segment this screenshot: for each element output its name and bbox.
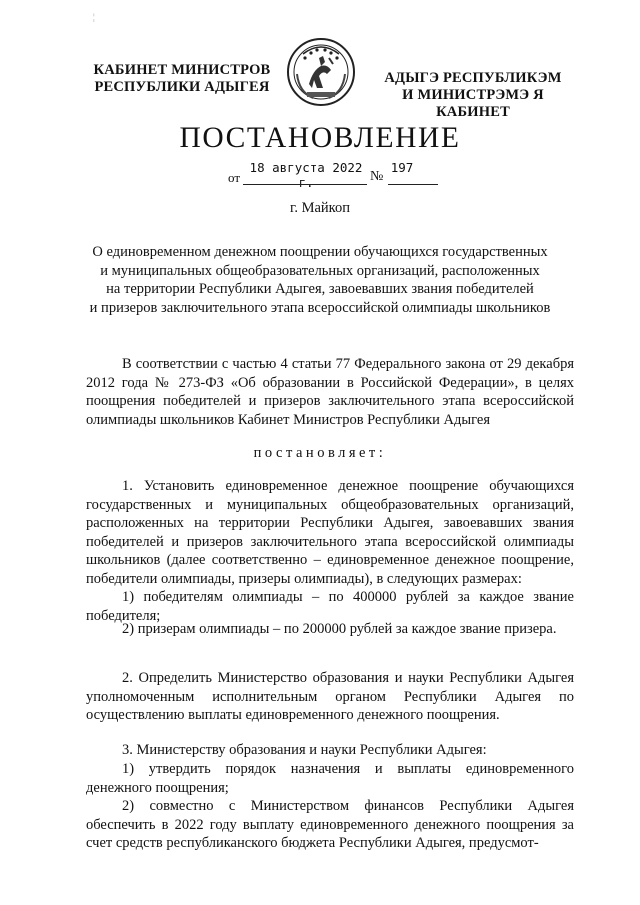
number-underline [388, 184, 438, 185]
subject-line: О единовременном денежном поощрении обучающихся государственных [92, 244, 548, 260]
document-subject [60, 243, 580, 317]
subject-line: на территории Республики Адыгея, завоевавших звания победителей [106, 281, 534, 297]
issuer-name-adyghe [368, 70, 578, 121]
decree-word: постановляет: [253, 445, 387, 461]
item-3-1-paragraph: 1) утвердить порядок назначения и выплаты единовременного денежного поощрения; [86, 761, 574, 796]
coat-of-arms-icon [283, 34, 359, 110]
item-2-paragraph: 2. Определить Министерство образования и науки Республики Адыгея уполномоченным исполнительным органом Республики Адыгея по осуществлению выплаты единовременного денежного поощрения. [86, 670, 574, 723]
item-1-paragraph: 1. Установить единовременное денежное поощрение обучающихся государственных и муниципальных общеобразовательных организаций, расположенных на территории Республики Адыгея, завоевавших звания победителей и призеров заключительного этапа всероссийской олимпиады школьников (далее соответственно – единовременное денежное поощрение, победители олимпиады, призеры олимпиады), в следующих размерах: [86, 478, 574, 587]
item-1-2-paragraph: 2) призерам олимпиады – по 200000 рублей за каждое звание призера. [122, 621, 557, 637]
item-3-2-paragraph: 2) совместно с Министерством финансов Республики Адыгея обеспечить в 2022 году выплату единовременного денежного поощрения за счет средств республиканского бюджета Республики Адыгея, предусмот- [86, 798, 574, 851]
issuer-name-russian [92, 62, 272, 96]
issuer-line: И МИНИСТРЭМЭ Я КАБИНЕТ [402, 87, 544, 120]
document-title: ПОСТАНОВЛЕНИЕ [179, 122, 461, 154]
number-prefix: № [370, 169, 384, 184]
date-underline [243, 184, 367, 185]
document-city: г. Майкоп [290, 200, 350, 216]
subject-line: и муниципальных общеобразовательных организаций, расположенных [100, 262, 540, 279]
preamble-paragraph: В соответствии с частью 4 статьи 77 Федерального закона от 29 декабря 2012 года № 273-ФЗ «Об образовании в Российской Федерации», в целях поощрения победителей и призеров заключительного этапа всероссийской олимпиады школьников Кабинет Министров Республики Адыгея [86, 356, 574, 428]
issuer-line: АДЫГЭ РЕСПУБЛИКЭМ [384, 70, 562, 86]
document-date: 18 августа 2022 г. [249, 160, 363, 190]
date-prefix: от [228, 170, 241, 185]
issuer-line: КАБИНЕТ МИНИСТРОВ [93, 62, 271, 78]
scan-mark: ¦ [93, 12, 95, 22]
issuer-line: РЕСПУБЛИКИ АДЫГЕЯ [94, 79, 270, 95]
document-number: 197 [390, 160, 414, 175]
item-3-paragraph: 3. Министерству образования и науки Республики Адыгея: [122, 742, 487, 758]
item-1-1-paragraph: 1) победителям олимпиады – по 400000 рублей за каждое звание победителя; [86, 589, 574, 624]
subject-line: и призеров заключительного этапа всероссийской олимпиады школьников [89, 299, 551, 316]
